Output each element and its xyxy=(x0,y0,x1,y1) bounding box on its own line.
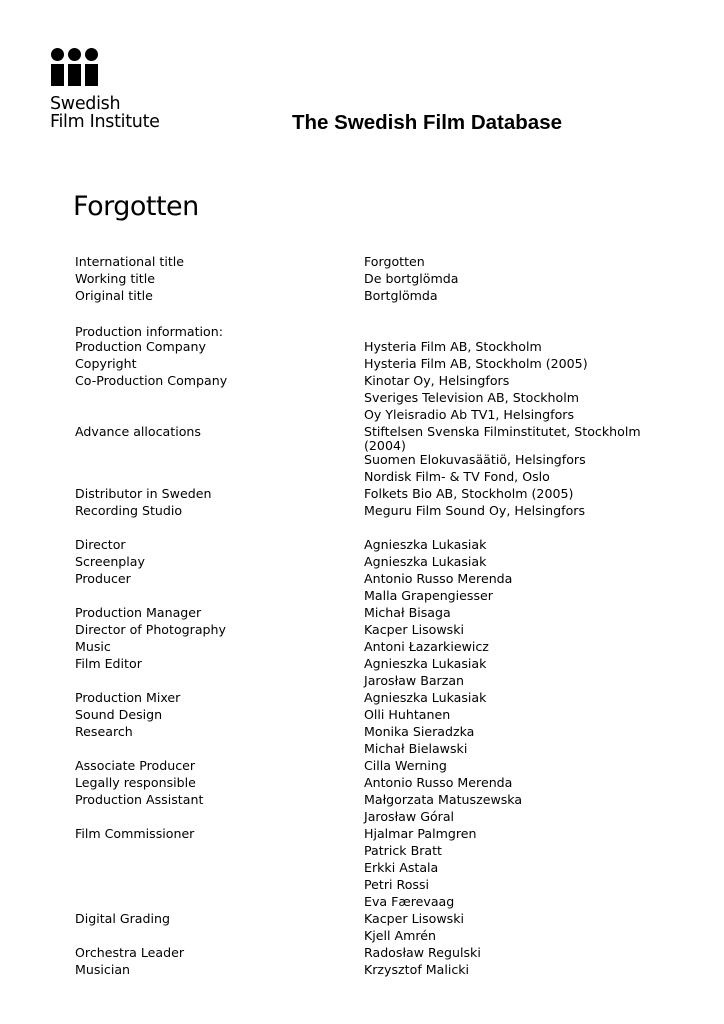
detail-label: Producer xyxy=(75,571,131,586)
detail-row xyxy=(75,470,675,487)
detail-row xyxy=(75,272,675,289)
detail-label: Sound Design xyxy=(75,707,163,722)
detail-label xyxy=(75,895,364,912)
credits-section xyxy=(75,538,675,980)
detail-value: Kinotar Oy, Helsingfors xyxy=(364,373,510,388)
detail-value: Malla Grapengiesser xyxy=(364,588,493,603)
detail-label: Legally responsible xyxy=(75,775,196,790)
logo-dot xyxy=(68,48,81,61)
logo-line2: Film Institute xyxy=(50,112,160,132)
detail-label: Film Commissioner xyxy=(75,826,195,841)
detail-row xyxy=(75,912,675,929)
detail-row xyxy=(75,742,675,759)
detail-row xyxy=(75,487,675,504)
detail-row xyxy=(75,255,675,272)
detail-row xyxy=(75,357,675,374)
detail-row xyxy=(75,504,675,521)
detail-value: Hysteria Film AB, Stockholm xyxy=(364,339,542,354)
detail-label: Copyright xyxy=(75,356,137,371)
detail-value: Krzysztof Malicki xyxy=(364,962,470,977)
detail-value: Sveriges Television AB, Stockholm xyxy=(364,390,579,405)
detail-label xyxy=(75,408,364,425)
detail-value: Suomen Elokuvasäätiö, Helsingfors xyxy=(364,452,586,467)
detail-value: Radosław Regulski xyxy=(364,945,481,960)
detail-label: Musician xyxy=(75,962,131,977)
detail-value: Meguru Film Sound Oy, Helsingfors xyxy=(364,503,586,518)
detail-value: Michał Bielawski xyxy=(364,741,468,756)
logo-bars xyxy=(50,64,100,86)
detail-value: Hysteria Film AB, Stockholm (2005) xyxy=(364,356,588,371)
detail-value: Eva Færevaag xyxy=(364,894,455,909)
detail-value: Petri Rossi xyxy=(364,877,430,892)
detail-label: Distributor in Sweden xyxy=(75,486,212,501)
detail-label xyxy=(75,929,364,946)
detail-value: De bortglömda xyxy=(364,271,459,286)
film-title: Forgotten xyxy=(73,191,199,222)
detail-label xyxy=(75,453,364,470)
detail-label: Film Editor xyxy=(75,656,142,671)
detail-value: Agnieszka Lukasiak xyxy=(364,554,487,569)
detail-label: Production Assistant xyxy=(75,792,204,807)
film-details xyxy=(75,255,675,980)
production-heading: Production information: xyxy=(75,324,223,339)
detail-value: Antonio Russo Merenda xyxy=(364,571,513,586)
detail-label: Digital Grading xyxy=(75,911,170,926)
detail-row xyxy=(75,759,675,776)
detail-label: Production Company xyxy=(75,339,206,354)
detail-value: Michał Bisaga xyxy=(364,605,451,620)
detail-row xyxy=(75,425,675,453)
detail-value: Monika Sieradzka xyxy=(364,724,475,739)
detail-row xyxy=(75,453,675,470)
detail-value: Cilla Werning xyxy=(364,758,447,773)
detail-label xyxy=(75,742,364,759)
detail-row xyxy=(75,691,675,708)
detail-value: Kacper Lisowski xyxy=(364,911,465,926)
detail-label xyxy=(75,861,364,878)
detail-value: Antonio Russo Merenda xyxy=(364,775,513,790)
detail-label: International title xyxy=(75,254,185,269)
detail-value: Agnieszka Lukasiak xyxy=(364,690,487,705)
detail-label: Screenplay xyxy=(75,554,145,569)
titles-section xyxy=(75,255,675,306)
detail-row xyxy=(75,657,675,674)
production-section xyxy=(75,340,675,521)
detail-row xyxy=(75,589,675,606)
detail-row xyxy=(75,555,675,572)
detail-label: Production Manager xyxy=(75,605,202,620)
detail-row xyxy=(75,408,675,425)
detail-label: Co-Production Company xyxy=(75,373,228,388)
detail-value: Forgotten xyxy=(364,254,425,269)
detail-row xyxy=(75,374,675,391)
detail-value: Kacper Lisowski xyxy=(364,622,465,637)
detail-value: Nordisk Film- & TV Fond, Oslo xyxy=(364,469,550,484)
detail-label xyxy=(75,878,364,895)
detail-row xyxy=(75,725,675,742)
detail-label: Research xyxy=(75,724,133,739)
detail-value: Kjell Amrén xyxy=(364,928,437,943)
logo-dot xyxy=(51,48,64,61)
detail-value: Erkki Astala xyxy=(364,860,439,875)
detail-label: Orchestra Leader xyxy=(75,945,185,960)
detail-row xyxy=(75,895,675,912)
detail-row xyxy=(75,946,675,963)
detail-row xyxy=(75,538,675,555)
logo-dot xyxy=(85,48,98,61)
detail-row xyxy=(75,861,675,878)
detail-row xyxy=(75,623,675,640)
detail-row xyxy=(75,827,675,844)
detail-value: Małgorzata Matuszewska xyxy=(364,792,523,807)
detail-label: Director xyxy=(75,537,126,552)
logo-line1: Swedish xyxy=(50,94,121,114)
detail-row xyxy=(75,963,675,980)
logo-mark-icon xyxy=(50,48,100,88)
detail-label xyxy=(75,470,364,487)
detail-label: Advance allocations xyxy=(75,424,201,439)
detail-value: Bortglömda xyxy=(364,288,438,303)
detail-value: Stiftelsen Svenska Filminstitutet, Stockholm (2004) xyxy=(364,424,641,453)
detail-label xyxy=(75,844,364,861)
detail-label xyxy=(75,589,364,606)
detail-value: Folkets Bio AB, Stockholm (2005) xyxy=(364,486,574,501)
detail-row xyxy=(75,640,675,657)
detail-value: Antoni Łazarkiewicz xyxy=(364,639,489,654)
detail-row xyxy=(75,810,675,827)
detail-row xyxy=(75,708,675,725)
detail-label: Working title xyxy=(75,271,155,286)
detail-value: Patrick Bratt xyxy=(364,843,442,858)
detail-value: Jarosław Góral xyxy=(364,809,455,824)
detail-label xyxy=(75,391,364,408)
detail-row xyxy=(75,606,675,623)
detail-row xyxy=(75,340,675,357)
sfi-logo xyxy=(50,48,160,131)
detail-row xyxy=(75,674,675,691)
detail-row xyxy=(75,878,675,895)
detail-label: Music xyxy=(75,639,111,654)
detail-label: Recording Studio xyxy=(75,503,183,518)
detail-value: Agnieszka Lukasiak xyxy=(364,537,487,552)
detail-row xyxy=(75,776,675,793)
detail-label: Director of Photography xyxy=(75,622,226,637)
detail-value: Oy Yleisradio Ab TV1, Helsingfors xyxy=(364,407,575,422)
detail-row xyxy=(75,289,675,306)
detail-label: Associate Producer xyxy=(75,758,196,773)
detail-label: Original title xyxy=(75,288,153,303)
logo-wordmark xyxy=(50,95,160,131)
detail-value: Jarosław Barzan xyxy=(364,673,465,688)
site-title: The Swedish Film Database xyxy=(292,111,562,134)
detail-label: Production Mixer xyxy=(75,690,181,705)
detail-value: Agnieszka Lukasiak xyxy=(364,656,487,671)
detail-value: Olli Huhtanen xyxy=(364,707,451,722)
detail-row xyxy=(75,391,675,408)
detail-label xyxy=(75,810,364,827)
detail-row xyxy=(75,844,675,861)
detail-row xyxy=(75,793,675,810)
detail-value: Hjalmar Palmgren xyxy=(364,826,477,841)
detail-label xyxy=(75,674,364,691)
detail-row xyxy=(75,929,675,946)
detail-row xyxy=(75,572,675,589)
